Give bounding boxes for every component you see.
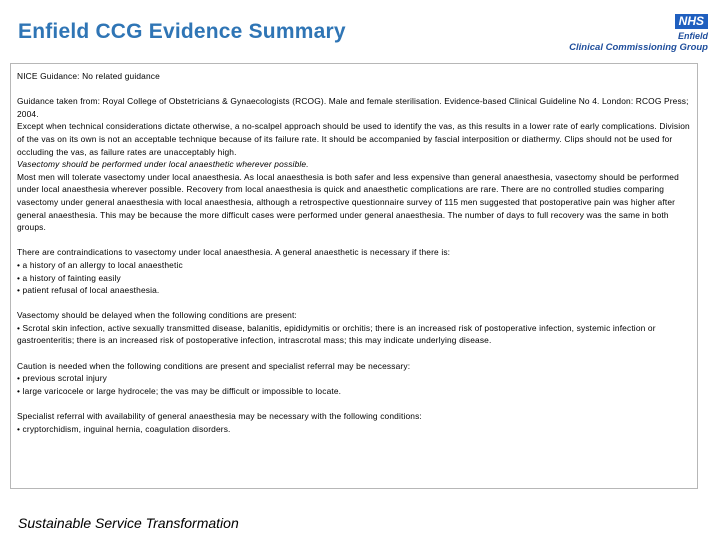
logo-org-name: Enfield [677,31,708,41]
contraindication-item: • a history of fainting easily [17,272,121,283]
evidence-summary-box [10,63,698,489]
paragraph-technique: Except when technical considerations dictate otherwise, a no-scalpel approach should be used to identify the vas, as this results in a lower rate of early complications. Division of the vas on its own is not an acceptable technique because of its failure rate. It should be accompanied by fascial interposition or diathermy. Clips should not be used for occluding the vas, as failure rates are unacceptably high. [17,121,690,157]
specialist-item: • cryptorchidism, inguinal hernia, coagulation disorders. [17,423,231,434]
nhs-logo [569,12,708,53]
paragraph-local-anaesthesia: Most men will tolerate vasectomy under local anaesthesia. As local anaesthesia is both safer and less expensive than general anaesthesia, vasectomy should be performed under local anaesthesia wherever possible. Recovery from local anaesthesia is quick and anaesthetic complications are rare. There are no controlled studies comparing vasectomy under general anaesthesia with local anaesthesia, although a retrospective questionnaire survey of 115 men suggested that postoperative pain was higher after general anaesthesia. This may be because the more difficult cases were performed under general anaesthesia. The number of days to full recovery was the same in both groups. [17,171,679,233]
guidance-source: Guidance taken from: Royal College of Obstetricians & Gynaecologists (RCOG). Male and female sterilisation. Evidence-based Clinical Guideline No 4. London: RCOG Press; 2004. [17,96,689,119]
paragraph-recommendation: Vasectomy should be performed under local anaesthetic wherever possible. [17,159,309,170]
contraindication-item: • a history of an allergy to local anaesthetic [17,259,183,270]
nhs-badge: NHS [675,14,708,29]
delay-intro: Vasectomy should be delayed when the following conditions are present: [17,310,297,321]
delay-item: • Scrotal skin infection, active sexually transmitted disease, balanitis, epididymitis or orchitis; there is an increased risk of postoperative infection, systemic infection or gastroenteritis; there is an increased risk of postoperative infection, intrascrotal mass; this may indicate underlying disease. [17,322,656,346]
page-title: Enfield CCG Evidence Summary [18,20,346,43]
caution-item: • previous scrotal injury [17,373,107,384]
footer-text: Sustainable Service Transformation [18,515,239,531]
caution-intro: Caution is needed when the following conditions are present and specialist referral may be necessary: [17,360,411,371]
contraindications-intro: There are contraindications to vasectomy under local anaesthesia. A general anaesthetic is necessary if there is: [17,247,451,258]
contraindication-item: • patient refusal of local anaesthesia. [17,285,160,296]
caution-item: • large varicocele or large hydrocele; the vas may be difficult or impossible to locate. [17,385,342,396]
logo-org-subtitle: Clinical Commissioning Group [569,42,708,53]
specialist-intro: Specialist referral with availability of general anaesthesia may be necessary with the following conditions: [17,411,422,422]
nice-guidance: NICE Guidance: No related guidance [17,71,160,81]
